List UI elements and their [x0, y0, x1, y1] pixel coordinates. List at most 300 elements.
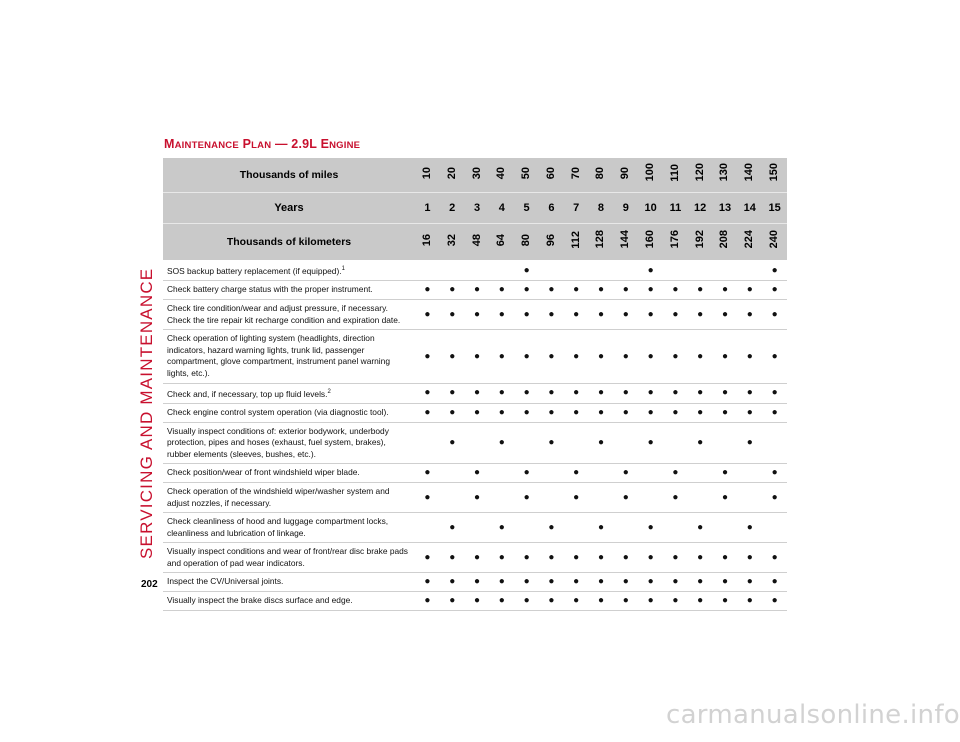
service-mark: ●	[688, 383, 713, 403]
service-mark: ●	[564, 383, 589, 403]
service-mark: ●	[465, 281, 490, 300]
km-value: 176	[668, 230, 681, 249]
service-mark: ●	[638, 299, 663, 329]
miles-value: 110	[668, 163, 681, 182]
title-cap-e: E	[320, 137, 330, 151]
service-mark: ●	[663, 482, 688, 512]
empty-cell	[440, 261, 465, 281]
service-mark: ●	[415, 543, 440, 573]
item-description	[163, 281, 415, 300]
service-mark: ●	[589, 513, 614, 543]
miles-header-8	[589, 158, 614, 193]
empty-cell	[589, 482, 614, 512]
km-value: 208	[718, 230, 731, 249]
km-value: 144	[619, 230, 632, 249]
table-row	[163, 464, 787, 483]
service-mark: ●	[688, 573, 713, 592]
item-text: Inspect the CV/Universal joints.	[167, 576, 284, 587]
service-mark: ●	[613, 281, 638, 300]
table-row	[163, 403, 787, 422]
table-row	[163, 299, 787, 329]
service-mark: ●	[489, 383, 514, 403]
empty-cell	[663, 261, 688, 281]
service-mark: ●	[489, 299, 514, 329]
empty-cell	[713, 422, 738, 464]
service-mark: ●	[539, 513, 564, 543]
service-mark: ●	[539, 403, 564, 422]
service-mark: ●	[663, 592, 688, 611]
empty-cell	[415, 422, 440, 464]
km-header-12	[688, 224, 713, 261]
km-header-14	[737, 224, 762, 261]
item-text: Check engine control system operation (via diagnostic tool).	[167, 406, 389, 417]
service-mark: ●	[539, 383, 564, 403]
service-mark: ●	[589, 330, 614, 383]
miles-header-label: Thousands of miles	[163, 158, 415, 193]
item-text: Check operation of the windshield wiper/washer system and adjust nozzles, if necessary.	[167, 485, 390, 508]
service-mark: ●	[638, 281, 663, 300]
service-mark: ●	[663, 543, 688, 573]
empty-cell	[663, 513, 688, 543]
table-row	[163, 592, 787, 611]
service-mark: ●	[663, 403, 688, 422]
service-mark: ●	[737, 513, 762, 543]
miles-header-12	[688, 158, 713, 193]
km-value: 224	[743, 230, 756, 249]
service-mark: ●	[465, 383, 490, 403]
table-row	[163, 573, 787, 592]
km-value: 48	[470, 233, 483, 246]
service-mark: ●	[465, 573, 490, 592]
service-mark: ●	[762, 573, 787, 592]
service-mark: ●	[737, 573, 762, 592]
km-header-8	[589, 224, 614, 261]
item-description	[163, 482, 415, 512]
service-mark: ●	[415, 330, 440, 383]
service-mark: ●	[638, 592, 663, 611]
service-mark: ●	[514, 543, 539, 573]
service-mark: ●	[514, 330, 539, 383]
header-row-km	[163, 224, 787, 261]
km-header-9	[613, 224, 638, 261]
empty-cell	[613, 261, 638, 281]
empty-cell	[415, 261, 440, 281]
service-mark: ●	[737, 592, 762, 611]
years-header-1: 1	[415, 193, 440, 224]
table-row	[163, 422, 787, 464]
miles-header-5	[514, 158, 539, 193]
service-mark: ●	[514, 573, 539, 592]
empty-cell	[514, 422, 539, 464]
service-mark: ●	[613, 403, 638, 422]
service-mark: ●	[663, 464, 688, 483]
empty-cell	[465, 422, 490, 464]
years-header-4: 4	[489, 193, 514, 224]
page-title	[164, 137, 360, 151]
service-mark: ●	[613, 383, 638, 403]
km-header-15	[762, 224, 787, 261]
years-header-14: 14	[737, 193, 762, 224]
km-header-10	[638, 224, 663, 261]
service-mark: ●	[688, 330, 713, 383]
empty-cell	[737, 482, 762, 512]
service-mark: ●	[489, 281, 514, 300]
table-row	[163, 383, 787, 403]
service-mark: ●	[762, 281, 787, 300]
service-mark: ●	[440, 573, 465, 592]
empty-cell	[489, 261, 514, 281]
empty-cell	[638, 482, 663, 512]
miles-header-15	[762, 158, 787, 193]
empty-cell	[737, 261, 762, 281]
years-header-11: 11	[663, 193, 688, 224]
years-header-5: 5	[514, 193, 539, 224]
miles-value: 120	[693, 163, 706, 182]
item-text: Visually inspect conditions of: exterior bodywork, underbody protection, pipes and hoses (exhaust, fuel system, brakes), rubber elements (sleeves, bushes, etc.).	[167, 425, 389, 459]
service-mark: ●	[589, 543, 614, 573]
service-mark: ●	[663, 299, 688, 329]
empty-cell	[564, 422, 589, 464]
section-side-title: SERVICING AND MAINTENANCE	[137, 267, 156, 559]
title-cap-p: P	[242, 137, 252, 151]
service-mark: ●	[514, 261, 539, 281]
header-row-miles	[163, 158, 787, 193]
maintenance-plan-table	[163, 158, 787, 611]
km-value: 240	[768, 230, 781, 249]
item-text: Check position/wear of front windshield wiper blade.	[167, 467, 360, 478]
service-mark: ●	[514, 383, 539, 403]
km-header-3	[465, 224, 490, 261]
service-mark: ●	[465, 543, 490, 573]
service-mark: ●	[465, 403, 490, 422]
title-engine-sep: — 2.9L	[271, 137, 321, 151]
service-mark: ●	[613, 299, 638, 329]
service-mark: ●	[514, 403, 539, 422]
service-mark: ●	[762, 383, 787, 403]
service-mark: ●	[613, 330, 638, 383]
service-mark: ●	[489, 403, 514, 422]
page-number: 202	[141, 579, 158, 590]
miles-value: 100	[644, 163, 657, 182]
title-rest-2: LAN	[251, 140, 272, 151]
service-mark: ●	[415, 592, 440, 611]
empty-cell	[688, 482, 713, 512]
title-rest-1: AINTENANCE	[174, 140, 239, 151]
service-mark: ●	[713, 383, 738, 403]
service-mark: ●	[489, 513, 514, 543]
service-mark: ●	[589, 299, 614, 329]
km-value: 112	[569, 230, 582, 249]
service-mark: ●	[415, 482, 440, 512]
service-mark: ●	[638, 261, 663, 281]
miles-value: 90	[619, 166, 632, 179]
service-mark: ●	[613, 573, 638, 592]
service-mark: ●	[489, 573, 514, 592]
empty-cell	[489, 482, 514, 512]
service-mark: ●	[663, 383, 688, 403]
service-mark: ●	[688, 422, 713, 464]
item-text: Check operation of lighting system (headlights, direction indicators, hazard warning lights, trunk lid, passenger compartment, glove compartment, instrument panel warning lights, etc.).	[167, 333, 390, 378]
miles-header-2	[440, 158, 465, 193]
service-mark: ●	[440, 383, 465, 403]
years-header-2: 2	[440, 193, 465, 224]
service-mark: ●	[514, 464, 539, 483]
service-mark: ●	[688, 592, 713, 611]
service-mark: ●	[514, 281, 539, 300]
service-mark: ●	[440, 513, 465, 543]
service-mark: ●	[713, 330, 738, 383]
km-value: 192	[693, 230, 706, 249]
years-header-label: Years	[163, 193, 415, 224]
empty-cell	[489, 464, 514, 483]
table-row	[163, 543, 787, 573]
item-description	[163, 261, 415, 281]
item-text: Check cleanliness of hood and luggage compartment locks, cleanliness and lubrication of linkage.	[167, 516, 389, 538]
km-value: 128	[594, 230, 607, 249]
service-mark: ●	[638, 403, 663, 422]
item-description	[163, 403, 415, 422]
miles-header-14	[737, 158, 762, 193]
service-mark: ●	[613, 482, 638, 512]
service-mark: ●	[762, 299, 787, 329]
item-text: Check tire condition/wear and adjust pressure, if necessary. Check the tire repair kit recharge condition and expiration date.	[167, 302, 401, 325]
km-value: 160	[644, 230, 657, 249]
footnote-ref: 2	[327, 388, 331, 395]
km-header-11	[663, 224, 688, 261]
km-value: 96	[544, 233, 557, 246]
service-mark: ●	[737, 281, 762, 300]
table-row	[163, 330, 787, 383]
service-mark: ●	[613, 543, 638, 573]
miles-header-10	[638, 158, 663, 193]
service-mark: ●	[688, 543, 713, 573]
empty-cell	[440, 482, 465, 512]
header-row-years	[163, 193, 787, 224]
miles-value: 80	[594, 166, 607, 179]
service-mark: ●	[440, 422, 465, 464]
item-text: Visually inspect the brake discs surface and edge.	[167, 595, 353, 606]
service-mark: ●	[638, 543, 663, 573]
service-mark: ●	[564, 330, 589, 383]
years-header-6: 6	[539, 193, 564, 224]
service-mark: ●	[737, 422, 762, 464]
service-mark: ●	[737, 383, 762, 403]
miles-value: 10	[420, 166, 433, 179]
miles-value: 30	[470, 166, 483, 179]
title-cap-m: M	[164, 137, 175, 151]
miles-value: 50	[520, 166, 533, 179]
service-mark: ●	[415, 299, 440, 329]
service-mark: ●	[713, 573, 738, 592]
empty-cell	[440, 464, 465, 483]
service-mark: ●	[440, 592, 465, 611]
miles-header-13	[713, 158, 738, 193]
item-text: Check and, if necessary, top up fluid levels.	[167, 388, 328, 399]
item-description	[163, 543, 415, 573]
km-header-1	[415, 224, 440, 261]
service-mark: ●	[589, 592, 614, 611]
empty-cell	[762, 513, 787, 543]
title-rest-3: NGINE	[329, 140, 361, 151]
item-description	[163, 592, 415, 611]
service-mark: ●	[613, 592, 638, 611]
miles-value: 130	[718, 163, 731, 182]
service-mark: ●	[762, 464, 787, 483]
item-text: Check battery charge status with the proper instrument.	[167, 284, 373, 295]
miles-header-6	[539, 158, 564, 193]
service-mark: ●	[539, 281, 564, 300]
service-mark: ●	[589, 422, 614, 464]
service-mark: ●	[564, 573, 589, 592]
service-mark: ●	[440, 543, 465, 573]
miles-header-4	[489, 158, 514, 193]
item-description	[163, 299, 415, 329]
item-description	[163, 422, 415, 464]
empty-cell	[539, 464, 564, 483]
service-mark: ●	[713, 464, 738, 483]
empty-cell	[564, 261, 589, 281]
years-header-7: 7	[564, 193, 589, 224]
service-mark: ●	[539, 573, 564, 592]
service-mark: ●	[737, 330, 762, 383]
service-mark: ●	[440, 299, 465, 329]
service-mark: ●	[589, 403, 614, 422]
service-mark: ●	[737, 543, 762, 573]
years-header-3: 3	[465, 193, 490, 224]
table-row	[163, 482, 787, 512]
footnote-ref: 1	[341, 266, 345, 272]
service-mark: ●	[489, 422, 514, 464]
service-mark: ●	[762, 403, 787, 422]
service-mark: ●	[514, 299, 539, 329]
service-mark: ●	[762, 330, 787, 383]
service-mark: ●	[713, 482, 738, 512]
service-mark: ●	[589, 281, 614, 300]
service-mark: ●	[415, 403, 440, 422]
service-mark: ●	[465, 592, 490, 611]
miles-value: 20	[445, 166, 458, 179]
service-mark: ●	[638, 513, 663, 543]
service-mark: ●	[762, 592, 787, 611]
empty-cell	[688, 464, 713, 483]
service-mark: ●	[713, 281, 738, 300]
miles-value: 150	[768, 163, 781, 182]
empty-cell	[688, 261, 713, 281]
service-mark: ●	[564, 482, 589, 512]
empty-cell	[613, 422, 638, 464]
service-mark: ●	[539, 422, 564, 464]
service-mark: ●	[415, 281, 440, 300]
service-mark: ●	[638, 330, 663, 383]
km-header-label: Thousands of kilometers	[163, 224, 415, 261]
table-row	[163, 261, 787, 281]
service-mark: ●	[762, 261, 787, 281]
km-header-5	[514, 224, 539, 261]
empty-cell	[589, 464, 614, 483]
service-mark: ●	[465, 330, 490, 383]
service-mark: ●	[564, 281, 589, 300]
miles-value: 70	[569, 166, 582, 179]
years-header-8: 8	[589, 193, 614, 224]
empty-cell	[713, 513, 738, 543]
km-header-2	[440, 224, 465, 261]
miles-header-9	[613, 158, 638, 193]
miles-header-3	[465, 158, 490, 193]
item-text: SOS backup battery replacement (if equipped).	[167, 265, 342, 276]
service-mark: ●	[440, 403, 465, 422]
item-description	[163, 330, 415, 383]
service-mark: ●	[613, 464, 638, 483]
service-mark: ●	[465, 299, 490, 329]
service-mark: ●	[440, 281, 465, 300]
km-value: 80	[520, 233, 533, 246]
miles-header-1	[415, 158, 440, 193]
years-header-13: 13	[713, 193, 738, 224]
service-mark: ●	[539, 592, 564, 611]
service-mark: ●	[415, 383, 440, 403]
km-value: 32	[445, 233, 458, 246]
years-header-12: 12	[688, 193, 713, 224]
item-description	[163, 573, 415, 592]
miles-header-7	[564, 158, 589, 193]
km-header-6	[539, 224, 564, 261]
empty-cell	[713, 261, 738, 281]
service-mark: ●	[514, 592, 539, 611]
service-mark: ●	[663, 330, 688, 383]
service-mark: ●	[713, 543, 738, 573]
service-mark: ●	[713, 403, 738, 422]
service-mark: ●	[663, 573, 688, 592]
table-row	[163, 281, 787, 300]
empty-cell	[465, 261, 490, 281]
service-mark: ●	[688, 403, 713, 422]
service-mark: ●	[415, 573, 440, 592]
service-mark: ●	[564, 403, 589, 422]
service-mark: ●	[489, 330, 514, 383]
km-header-13	[713, 224, 738, 261]
item-text: Visually inspect conditions and wear of front/rear disc brake pads and operation of pad wear indicators.	[167, 546, 408, 568]
km-value: 16	[420, 233, 433, 246]
miles-header-11	[663, 158, 688, 193]
empty-cell	[564, 513, 589, 543]
service-mark: ●	[415, 464, 440, 483]
service-mark: ●	[514, 482, 539, 512]
item-description	[163, 383, 415, 403]
service-mark: ●	[638, 383, 663, 403]
empty-cell	[638, 464, 663, 483]
service-mark: ●	[762, 482, 787, 512]
years-header-9: 9	[613, 193, 638, 224]
watermark-text: carmanualsonline.info	[665, 700, 960, 730]
service-mark: ●	[564, 543, 589, 573]
miles-value: 140	[743, 163, 756, 182]
service-mark: ●	[638, 422, 663, 464]
item-description	[163, 513, 415, 543]
service-mark: ●	[737, 403, 762, 422]
service-mark: ●	[663, 281, 688, 300]
years-header-10: 10	[638, 193, 663, 224]
empty-cell	[539, 482, 564, 512]
service-mark: ●	[539, 299, 564, 329]
empty-cell	[663, 422, 688, 464]
service-mark: ●	[489, 592, 514, 611]
service-mark: ●	[713, 592, 738, 611]
service-mark: ●	[539, 330, 564, 383]
service-mark: ●	[539, 543, 564, 573]
km-value: 64	[495, 233, 508, 246]
empty-cell	[613, 513, 638, 543]
maintenance-items	[163, 261, 787, 611]
